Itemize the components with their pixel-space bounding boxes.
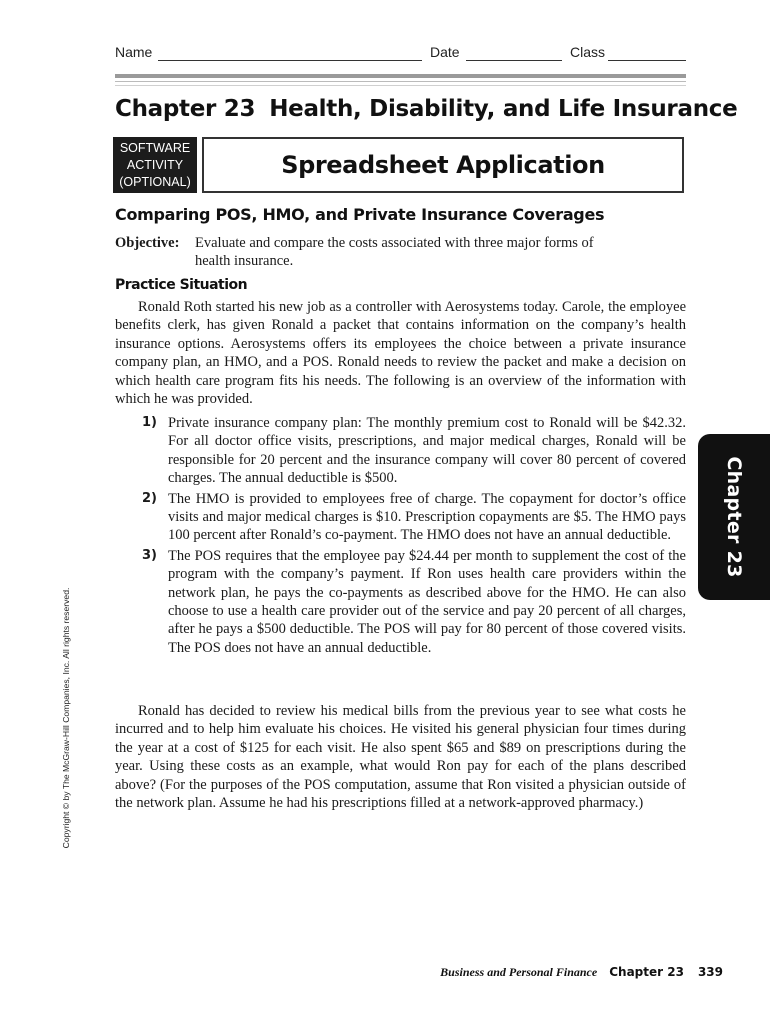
page-footer [440,965,723,980]
spreadsheet-title-box [202,137,684,193]
class-label: Class [570,44,606,60]
list-item-text: Private insurance company plan: The monthly premium cost to Ronald will be $42.32. For all doctor office visits, prescriptions, and major medical charges, Ronald will be responsible for 20 percent and the insurance company will cover 80 percent of covered charges. The annual deductible is $500. [168,415,686,487]
software-activity-box [113,137,197,193]
plan-list [115,414,686,659]
intro-paragraph [115,298,686,408]
list-item [115,490,686,545]
footer-chapter: Chapter 23 [609,965,684,979]
software-line-1: SOFTWARE [119,140,191,155]
practice-situation-heading: Practice Situation [115,277,248,293]
list-item-text: The HMO is provided to employees free of charge. The copayment for doctor’s office visits and major medical charges is $10. Prescription copayments are $5. The HMO pays 100 percent after Ronald’s co-payment. The HMO does not have an annual deductible. [168,490,686,544]
name-label: Name [115,44,153,60]
list-item-number: 1) [142,415,157,430]
class-blank-line[interactable] [608,60,686,61]
closing-paragraph [115,702,686,812]
header-rule-thin [115,81,686,82]
page-number: 339 [697,965,723,979]
spreadsheet-title: Spreadsheet Application [281,151,605,179]
header-rule-thin-2 [115,85,686,86]
list-item-number: 2) [142,490,157,506]
chapter-side-tab-label: Chapter 23 [723,456,745,578]
date-blank-line[interactable] [466,60,562,61]
list-item-text: The POS requires that the employee pay $24.44 per month to supplement the cost of the program with the company’s payment. If Ron uses health care providers within the network plan, he pays the co-payments as described above for the HMO. He can also choose to use a health care provider out of the service and pay 20 percent of all charges, after he pays a $500 deductible. The POS will pay for 80 percent of those covered visits. The POS does not have an annual deductible. [168,547,686,656]
footer-book-title: Business and Personal Finance [440,965,598,979]
chapter-title [115,96,737,122]
list-item [115,547,686,657]
chapter-number: Chapter 23 [115,96,256,122]
list-item-number: 3) [142,547,157,563]
intro-paragraph-text: Ronald Roth started his new job as a controller with Aerosystems today. Carole, the employee benefits clerk, has given Ronald a packet that contains information on the company’s health insurance options. Aerosystems offers its employees the choice between a private insurance company plan, an HMO, and a POS. Ronald needs to review the packet and make a decision on which health care program fits his needs. The following is an overview of the information with which he was provided. [115,299,686,408]
copyright-text: Copyright © by The McGraw-Hill Companies, Inc. All rights reserved. [61,587,71,849]
software-line-3: (OPTIONAL) [119,174,191,189]
closing-paragraph-text: Ronald has decided to review his medical bills from the previous year to see what costs he incurred and to help him evaluate his choices. He visited his general physician four times during the year at a cost of $125 for each visit. He also spent $65 and $89 on prescriptions during the year. Using these costs as an example, what would Ron pay for each of the plans described above? (For the purposes of the POS computation, assume that Ron visited a physician outside of the network plan. Assume he had his prescriptions filled at a network-approved pharmacy.) [115,703,686,812]
chapter-side-tab [698,434,770,600]
name-blank-line[interactable] [158,60,422,61]
list-item [115,414,686,488]
section-subheading: Comparing POS, HMO, and Private Insurance Coverages [115,205,605,224]
chapter-name: Health, Disability, and Life Insurance [269,96,738,122]
software-line-2: ACTIVITY [126,157,184,172]
date-label: Date [430,44,460,60]
objective-text: Evaluate and compare the costs associated with three major forms of health insurance. [195,235,594,269]
header-rule [115,74,686,78]
objective-label: Objective: [115,235,180,251]
